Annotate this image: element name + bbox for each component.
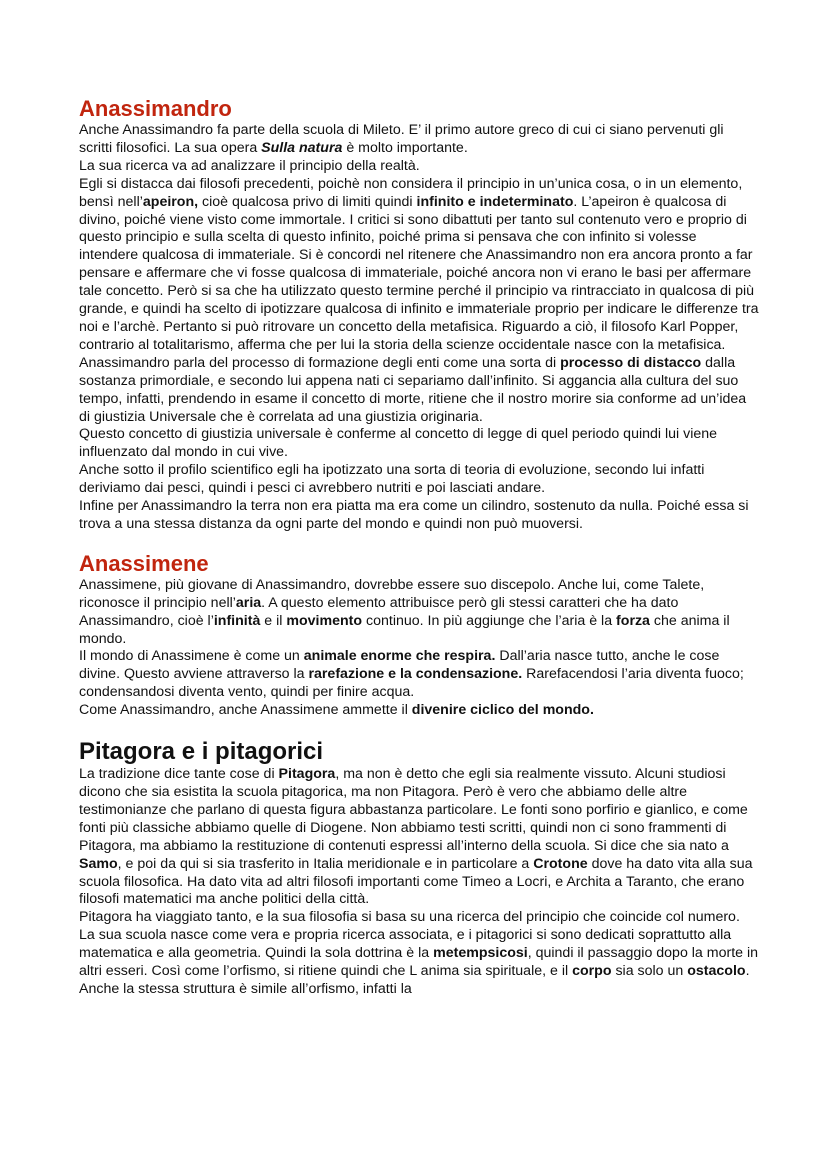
text-run: La tradizione dice tante cose di xyxy=(79,766,279,783)
bold-text: infinità xyxy=(213,612,261,629)
section-spacer xyxy=(79,534,759,551)
paragraph xyxy=(79,702,759,720)
paragraph xyxy=(79,577,759,649)
bold-text: rarefazione e la condensazione. xyxy=(308,666,523,683)
text-run: . A questo elemento attribuisce però gli stessi caratteri che ha dato Anassimandro, cioè l’ xyxy=(79,594,679,629)
section-heading: Anassimene xyxy=(79,550,209,576)
paragraph xyxy=(79,766,759,909)
text-run: . L’apeiron è qualcosa di divino, poiché viene visto come immortale. I critici si sono dibattuti per tanto sul contenuto vero e proprio di questo principio e sulla scelta di questo infinito, poiché prima si pensava che con infinito si volesse intendere qualcosa di immateriale. Si è concordi nel ritenere che Anassimandro non era ancora pronto a far pensare e affermare che vi fosse qualcosa di immateriale, poiché ancora non vi erano le basi per affermare tale concetto. Però si sa che ha utilizzato questo termine perché il principio va rintracciato in qualcosa di più grande, e quindi ha scelto di ipotizzare qualcosa di infinito e immateriale proprio per indicare le differenze tra noi e l’archè. Pertanto si può ritrovare un concetto della metafisica. Riguardo a ciò, il filosofo Karl Popper, contrario al totalitarismo, afferma che per lui la storia della scienze occidentale nasce con la metafisica. xyxy=(79,193,759,353)
section-anassimandro xyxy=(79,96,759,534)
bold-text: divenire ciclico del mondo. xyxy=(411,702,594,719)
text-run: , ma non è detto che egli sia realmente vissuto. Alcuni studiosi dicono che sia esistita la scuola pitagorica, ma non Pitagora. Però è vero che abbiamo delle altre testimonianze che parlano di questa figura abbastanza particolare. Le fonti sono porfirio e gianlico, e come fonti più classiche abbiamo quelle di Diogene. Non abbiamo testi scritti, quindi non ci sono frammenti di Pitagora, ma abbiamo la restituzione di contenuti espressi all’interno della scuola. Si dice che sia nato a xyxy=(79,766,748,854)
paragraph xyxy=(79,462,759,498)
text-run: Anassimene, più giovane di Anassimandro, dovrebbe essere suo discepolo. Anche lui, come Talete, riconosce il principio nell’ xyxy=(79,576,705,611)
paragraph xyxy=(79,648,759,702)
paragraph xyxy=(79,158,759,176)
paragraph xyxy=(79,176,759,355)
section-pitagora xyxy=(79,738,759,999)
bold-text: ostacolo xyxy=(687,963,746,980)
text-run: che anima il mondo. xyxy=(79,612,730,647)
bold-text: Crotone xyxy=(533,855,588,872)
text-run: Dall’aria nasce tutto, anche le cose divine. Questo avviene attraverso la xyxy=(79,648,720,683)
section-spacer xyxy=(79,720,759,738)
section-heading: Anassimandro xyxy=(79,96,232,121)
bold-text: animale enorme che respira. xyxy=(303,648,496,665)
bold-text: aria xyxy=(235,594,262,611)
text-run: Questo concetto di giustizia universale è conferme al concetto di legge di quel periodo quindi lui viene influenzato dal mondo in cui vive. xyxy=(79,426,718,461)
text-run: dalla sostanza primordiale, e secondo lui appena nati ci separiamo dall’infinito. Si aggancia alla cultura del suo tempo, infatti, prendendo in esame il concetto di morte, ritiene che il nostro morire sia conforme ad un’idea di giustizia Universale che è correlata ad una giustizia originaria. xyxy=(79,354,747,425)
paragraph xyxy=(79,498,759,534)
text-run: Anche Anassimandro fa parte della scuola di Mileto. E’ il primo autore greco di cui ci siano pervenuti gli scritti filosofici. La sua opera xyxy=(79,122,724,156)
paragraph xyxy=(79,122,759,158)
bold-text: Pitagora xyxy=(278,766,336,783)
bold-text: movimento xyxy=(286,612,363,629)
text-run: e il xyxy=(260,612,287,629)
text-run: , quindi il passaggio dopo la morte in altri esseri. Così come l’orfismo, si ritiene quindi che L anima sia spirituale, e il xyxy=(79,945,759,980)
paragraph xyxy=(79,909,759,999)
paragraph xyxy=(79,426,759,462)
text-run: Il mondo di Anassimene è come un xyxy=(79,648,304,665)
text-run: , e poi da qui si sia trasferito in Italia meridionale e in particolare a xyxy=(117,855,534,872)
text-run: Anche sotto il profilo scientifico egli ha ipotizzato una sorta di teoria di evoluzione, secondo lui infatti deriviamo dai pesci, quindi i pesci ci avrebbero nutriti e poi lasciati andare. xyxy=(79,462,705,497)
text-run: . Anche la stessa struttura è simile all’orfismo, infatti la xyxy=(79,963,750,997)
text-run: Rarefacendosi l’aria diventa fuoco; condensandosi diventa vento, quindi per finire acqua. xyxy=(79,666,744,701)
text-run: Anassimandro parla del processo di formazione degli enti come una sorta di xyxy=(79,354,561,371)
document-page xyxy=(79,96,759,999)
bold-text: infinito e indeterminato xyxy=(416,193,574,210)
text-run: è molto importante. xyxy=(342,139,468,156)
text-run: Pitagora ha viaggiato tanto, e la sua filosofia si basa su una ricerca del principio che coincide col numero. La sua scuola nasce come vera e propria ricerca associata, e i pitagorici si sono dedicati soprattutto alla matematica e alla geometria. Quindi la sola dottrina è la xyxy=(79,909,740,962)
text-run: sia solo un xyxy=(611,963,688,980)
bold-text: apeiron, xyxy=(142,193,199,210)
bold-text: forza xyxy=(616,612,650,629)
bold-text: Samo xyxy=(79,855,118,872)
bold-text: metempsicosi xyxy=(433,945,528,962)
section-heading: Pitagora e i pitagorici xyxy=(79,738,324,766)
text-run: continuo. In più aggiunge che l’aria è la xyxy=(362,612,617,629)
bold-text: processo di distacco xyxy=(560,354,702,371)
text-run: dove ha dato vita alla sua scuola filosofica. Ha dato vita ad altri filosofi importanti come Timeo a Locri, e Archita a Taranto, che erano filosofi matematici ma anche politici della città. xyxy=(79,855,753,908)
text-run: Egli si distacca dai filosofi precedenti, poichè non considera il principio in un’unica cosa, o in un elemento, bensì nell’ xyxy=(79,175,743,210)
text-run: Infine per Anassimandro la terra non era piatta ma era come un cilindro, sostenuto da nulla. Poiché essa si trova a una stessa distanza da ogni parte del mondo e quindi non può muoversi. xyxy=(79,498,749,532)
text-run: Come Anassimandro, anche Anassimene ammette il xyxy=(79,702,412,719)
section-anassimene xyxy=(79,551,759,720)
book-title: Sulla natura xyxy=(261,139,343,156)
text-run: cioè qualcosa privo di limiti quindi xyxy=(198,193,417,210)
text-run: La sua ricerca va ad analizzare il principio della realtà. xyxy=(79,157,420,174)
bold-text: corpo xyxy=(572,963,612,980)
paragraph xyxy=(79,355,759,427)
